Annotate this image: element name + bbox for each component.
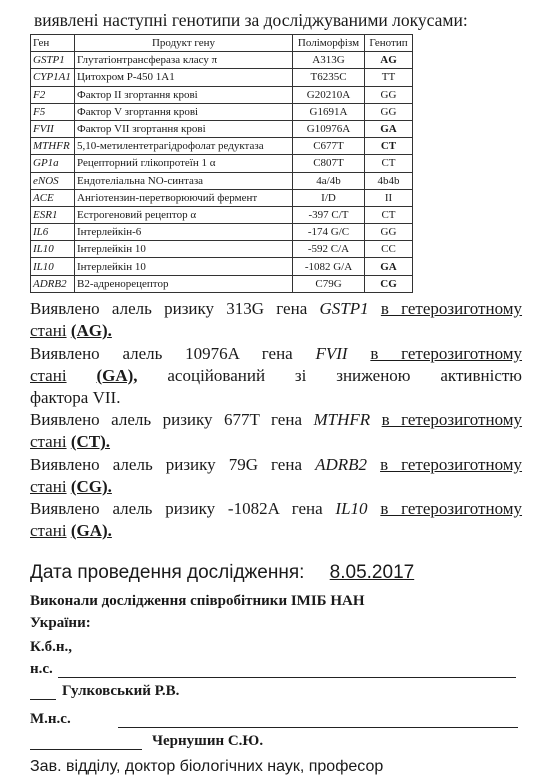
genotype-cell: GG <box>365 224 413 241</box>
signatures-heading: Виконали дослідження співробітники ІМІБ НАН України: <box>30 593 365 631</box>
study-date-label: Дата проведення дослідження: <box>30 562 305 583</box>
gene-cell: GSTP1 <box>31 52 75 69</box>
table-row <box>31 120 413 137</box>
polymorphism-cell: I/D <box>293 189 365 206</box>
polymorphism-cell: -592 C/A <box>293 241 365 258</box>
finding-fvii-line1: Виявлено алель 10976A гена FVII в гетерозиготному <box>30 344 523 363</box>
header-genotype: Генотип <box>365 35 413 52</box>
genotype-cell: GG <box>365 86 413 103</box>
study-date <box>30 562 414 584</box>
finding-fvii-line2: стані (GA), асоційований зі зниженою активністю <box>30 366 523 385</box>
polymorphism-cell: -397 C/T <box>293 206 365 223</box>
table-row <box>31 69 413 86</box>
product-cell: Фактор ІІ згортання крові <box>75 86 293 103</box>
signer1-short-line <box>30 699 56 700</box>
genotype-cell: GA <box>365 120 413 137</box>
gene-cell: ACE <box>31 189 75 206</box>
gene-cell: eNOS <box>31 172 75 189</box>
gene-cell: IL10 <box>31 258 75 275</box>
gene-cell: ADRB2 <box>31 275 75 292</box>
gene-cell: IL6 <box>31 224 75 241</box>
product-cell: Інтерлейкін 10 <box>75 258 293 275</box>
product-cell: Естрогеновий рецептор α <box>75 206 293 223</box>
signer1-rank-line2: н.с. <box>30 661 53 677</box>
product-cell: Фактор VII згортання крові <box>75 120 293 137</box>
study-date-value: 8.05.2017 <box>329 562 415 583</box>
genotype-cell: CT <box>365 206 413 223</box>
genotype-cell: II <box>365 189 413 206</box>
table-row <box>31 103 413 120</box>
table-row <box>31 189 413 206</box>
genotype-cell: CC <box>365 241 413 258</box>
table-header-row <box>31 35 413 52</box>
table-row <box>31 86 413 103</box>
signer2-rank: М.н.с. <box>30 711 71 727</box>
polymorphism-cell: C677T <box>293 138 365 155</box>
table-row <box>31 172 413 189</box>
finding-adrb2-line2: стані (CG). <box>30 477 112 496</box>
gene-cell: FVII <box>31 120 75 137</box>
signer2-short-line <box>30 749 142 750</box>
product-cell: Ангіотензин-перетворюючий фермент <box>75 189 293 206</box>
finding-mthfr-line1: Виявлено алель ризику 677T гена MTHFR в гетерозиготному <box>30 410 523 429</box>
gene-cell: MTHFR <box>31 138 75 155</box>
genotype-cell: CT <box>365 138 413 155</box>
product-cell: Глутатіонтрансфераза класу π <box>75 52 293 69</box>
polymorphism-cell: -1082 G/A <box>293 258 365 275</box>
genotype-cell: AG <box>365 52 413 69</box>
product-cell: Цитохром Р-450 1А1 <box>75 69 293 86</box>
polymorphism-cell: G20210A <box>293 86 365 103</box>
genotype-cell: TT <box>365 69 413 86</box>
signer1-rank-line1: К.б.н., <box>30 639 73 655</box>
genotype-table <box>30 34 413 293</box>
table-row <box>31 241 413 258</box>
table-body <box>31 52 413 293</box>
polymorphism-cell: C807T <box>293 155 365 172</box>
product-cell: В2-адренорецептор <box>75 275 293 292</box>
table-row <box>31 275 413 292</box>
genotype-cell: CG <box>365 275 413 292</box>
product-cell: Інтерлейкін 10 <box>75 241 293 258</box>
genotype-cell: CT <box>365 155 413 172</box>
polymorphism-cell: G1691A <box>293 103 365 120</box>
polymorphism-cell: C79G <box>293 275 365 292</box>
genotype-cell: 4b4b <box>365 172 413 189</box>
polymorphism-cell: A313G <box>293 52 365 69</box>
finding-fvii-line3: фактора VII. <box>30 388 121 407</box>
finding-gstp1-line1: Виявлено алель ризику 313G гена GSTP1 в гетерозиготному <box>30 299 523 318</box>
finding-il10-line1: Виявлено алель ризику -1082A гена IL10 в гетерозиготному <box>30 499 523 518</box>
footer-cut-text: Зав. відділу, доктор біологічних наук, професор <box>30 758 384 775</box>
signer2-name: Чернушин С.Ю. <box>152 733 264 749</box>
gene-cell: GP1a <box>31 155 75 172</box>
finding-il10-line2: стані (GA). <box>30 521 112 540</box>
finding-mthfr-line2: стані (CT). <box>30 432 111 451</box>
table-row <box>31 206 413 223</box>
finding-gstp1-line2: стані (AG). <box>30 321 112 340</box>
finding-adrb2-line1: Виявлено алель ризику 79G гена ADRB2 в гетерозиготному <box>30 455 523 474</box>
gene-cell: IL10 <box>31 241 75 258</box>
polymorphism-cell: T6235C <box>293 69 365 86</box>
polymorphism-cell: G10976A <box>293 120 365 137</box>
header-polymorphism: Поліморфізм <box>293 35 365 52</box>
header-product: Продукт гену <box>75 35 293 52</box>
signer1-signature-line <box>58 677 516 678</box>
intro-text: виявлені наступні генотипи за досліджуваними локусами: <box>34 10 468 30</box>
genotype-cell: GG <box>365 103 413 120</box>
table-row <box>31 138 413 155</box>
product-cell: 5,10-метилентетрагідрофолат редуктаза <box>75 138 293 155</box>
product-cell: Інтерлейкін-6 <box>75 224 293 241</box>
signer2-signature-line <box>118 727 518 728</box>
table-row <box>31 224 413 241</box>
genotype-cell: GA <box>365 258 413 275</box>
product-cell: Рецепторний глікопротеїн 1 α <box>75 155 293 172</box>
polymorphism-cell: -174 G/C <box>293 224 365 241</box>
gene-cell: CYP1A1 <box>31 69 75 86</box>
product-cell: Ендотеліальна NO-синтаза <box>75 172 293 189</box>
gene-cell: F2 <box>31 86 75 103</box>
cut-off-top-text <box>0 0 539 4</box>
signer1-name: Гулковський Р.В. <box>62 683 180 699</box>
gene-cell: F5 <box>31 103 75 120</box>
header-gene: Ген <box>31 35 75 52</box>
polymorphism-cell: 4a/4b <box>293 172 365 189</box>
product-cell: Фактор V згортання крові <box>75 103 293 120</box>
table-row <box>31 155 413 172</box>
gene-cell: ESR1 <box>31 206 75 223</box>
table-row <box>31 52 413 69</box>
table-row <box>31 258 413 275</box>
